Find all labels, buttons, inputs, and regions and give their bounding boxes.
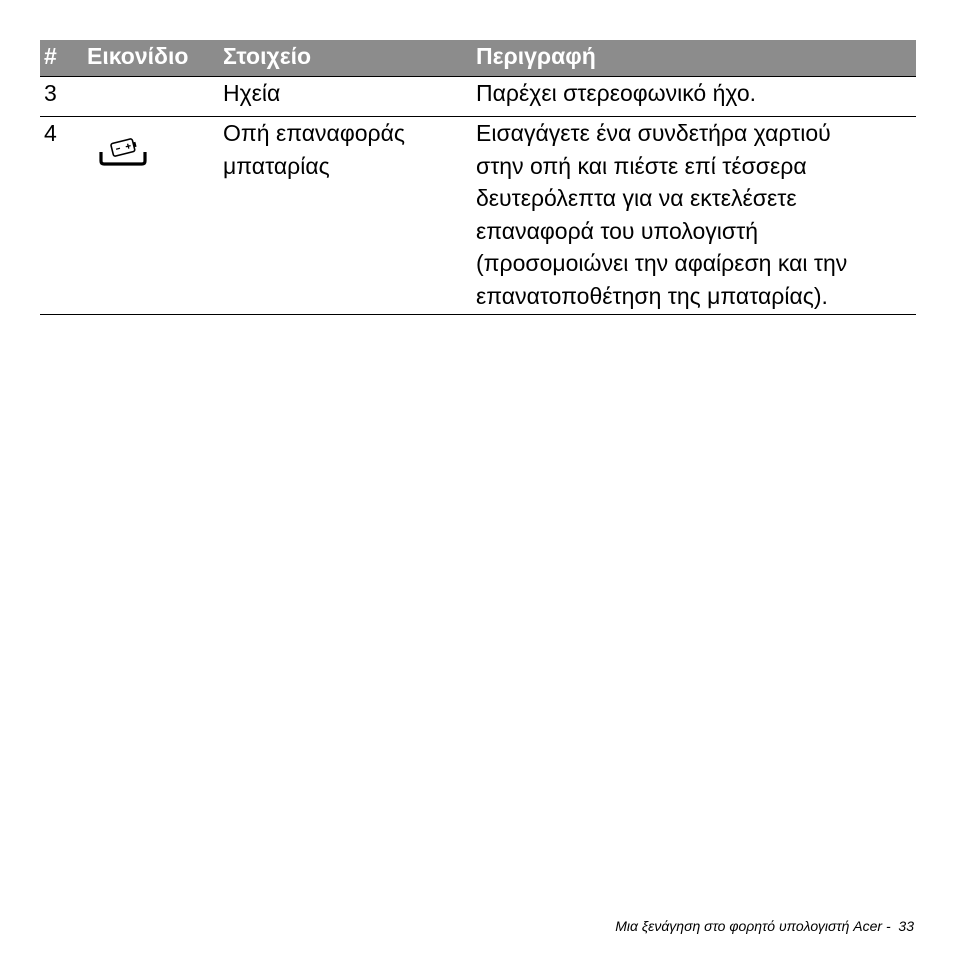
row-description-line: επαναφορά του υπολογιστή xyxy=(476,217,758,244)
row-description-line: στην οπή και πιέστε επί τέσσερα xyxy=(476,152,807,179)
footer-text: Μια ξενάγηση στο φορητό υπολογιστή Acer - xyxy=(615,918,891,934)
row-description-line: δευτερόλεπτα για να εκτελέσετε xyxy=(476,185,797,211)
header-number: # xyxy=(44,43,57,69)
page-footer xyxy=(615,918,914,934)
page-number: 33 xyxy=(898,918,914,934)
components-table xyxy=(40,40,916,315)
row-number: 4 xyxy=(44,120,57,146)
battery-reset-icon xyxy=(98,137,148,171)
header-icon: Εικονίδιο xyxy=(87,43,189,69)
row-item xyxy=(223,117,473,182)
row-item: Ηχεία xyxy=(223,80,281,106)
row-description xyxy=(476,117,916,312)
row-description-line: (προσομοιώνει την αφαίρεση και την xyxy=(476,250,848,276)
row-description: Παρέχει στερεοφωνικό ήχο. xyxy=(476,80,757,106)
header-description: Περιγραφή xyxy=(476,43,596,69)
table-row xyxy=(40,117,916,315)
row-item-line: Οπή επαναφοράς xyxy=(223,120,406,146)
row-description-line: επανατοποθέτηση της μπαταρίας). xyxy=(476,282,828,309)
row-number: 3 xyxy=(44,80,57,106)
table-header xyxy=(40,40,916,77)
table-row xyxy=(40,77,916,117)
header-item: Στοιχείο xyxy=(223,43,312,69)
row-description-line: Εισαγάγετε ένα συνδετήρα χαρτιού xyxy=(476,120,831,146)
row-item-line: μπαταρίας xyxy=(223,152,330,179)
